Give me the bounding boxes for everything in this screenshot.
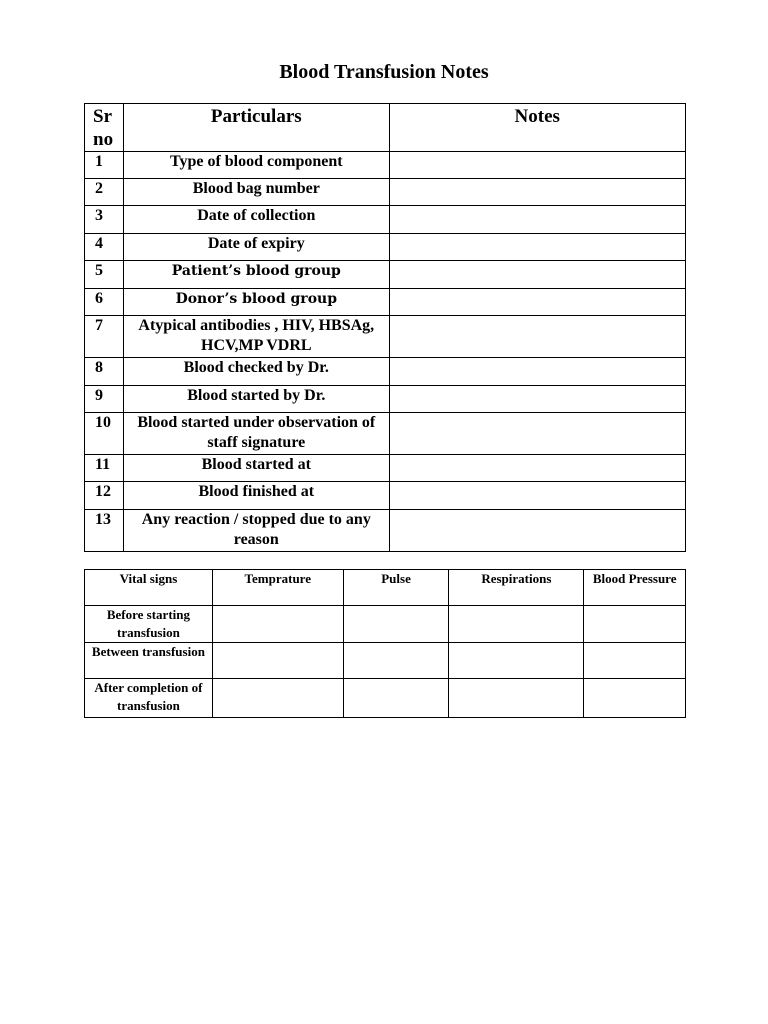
row-particular: Blood started at <box>124 455 389 482</box>
table-row <box>85 179 686 206</box>
vitals-cell-blood-pressure[interactable] <box>584 643 686 679</box>
table-row <box>85 413 686 455</box>
table-row <box>85 316 686 358</box>
row-sr: 9 <box>85 386 124 413</box>
row-sr: 13 <box>85 510 124 552</box>
row-particular: Donor’s blood group <box>124 289 389 316</box>
vitals-row <box>85 679 686 718</box>
row-sr: 3 <box>85 206 124 234</box>
header-particulars: Particulars <box>124 104 389 152</box>
vitals-cell-respirations[interactable] <box>449 606 584 643</box>
page-title: Blood Transfusion Notes <box>279 61 489 83</box>
vitals-row <box>85 606 686 643</box>
row-notes-cell[interactable] <box>389 413 686 455</box>
row-notes-cell[interactable] <box>389 358 686 386</box>
header-temprature: Temprature <box>212 570 343 606</box>
row-particular: Blood finished at <box>124 482 389 510</box>
header-sr-no: Sr no <box>85 104 124 152</box>
transfusion-notes-table <box>84 103 686 552</box>
row-sr: 4 <box>85 234 124 261</box>
row-particular: Type of blood component <box>124 152 389 179</box>
row-notes-cell[interactable] <box>389 234 686 261</box>
row-notes-cell[interactable] <box>389 510 686 552</box>
table-header-row <box>85 104 686 152</box>
table-row <box>85 386 686 413</box>
row-notes-cell[interactable] <box>389 179 686 206</box>
vitals-row-label: After completion of transfusion <box>85 679 213 718</box>
row-particular: Any reaction / stopped due to any reason <box>124 510 389 552</box>
row-notes-cell[interactable] <box>389 152 686 179</box>
row-sr: 7 <box>85 316 124 358</box>
vitals-cell-pulse[interactable] <box>343 643 449 679</box>
table-row <box>85 261 686 289</box>
row-sr: 12 <box>85 482 124 510</box>
table-row <box>85 510 686 552</box>
row-notes-cell[interactable] <box>389 289 686 316</box>
row-particular: Blood checked by Dr. <box>124 358 389 386</box>
row-particular: Date of expiry <box>124 234 389 261</box>
header-respirations: Respirations <box>449 570 584 606</box>
table-row <box>85 152 686 179</box>
row-sr: 5 <box>85 261 124 289</box>
vitals-cell-pulse[interactable] <box>343 679 449 718</box>
vitals-cell-blood-pressure[interactable] <box>584 606 686 643</box>
header-pulse: Pulse <box>343 570 449 606</box>
vital-signs-table <box>84 569 686 718</box>
table-row <box>85 289 686 316</box>
row-particular: Date of collection <box>124 206 389 234</box>
row-particular: Blood started by Dr. <box>124 386 389 413</box>
vitals-cell-temprature[interactable] <box>212 606 343 643</box>
row-sr: 2 <box>85 179 124 206</box>
row-sr: 8 <box>85 358 124 386</box>
vitals-header-row <box>85 570 686 606</box>
row-sr: 1 <box>85 152 124 179</box>
vitals-cell-temprature[interactable] <box>212 679 343 718</box>
vitals-row-label: Before starting transfusion <box>85 606 213 643</box>
row-particular: Patient’s blood group <box>124 261 389 289</box>
row-notes-cell[interactable] <box>389 455 686 482</box>
vitals-cell-temprature[interactable] <box>212 643 343 679</box>
header-vital-signs: Vital signs <box>85 570 213 606</box>
table-row <box>85 482 686 510</box>
header-blood-pressure: Blood Pressure <box>584 570 686 606</box>
row-sr: 6 <box>85 289 124 316</box>
table-row <box>85 206 686 234</box>
table-row <box>85 234 686 261</box>
vitals-cell-respirations[interactable] <box>449 643 584 679</box>
row-sr: 11 <box>85 455 124 482</box>
row-particular: Blood bag number <box>124 179 389 206</box>
table-row <box>85 358 686 386</box>
header-notes: Notes <box>389 104 686 152</box>
row-notes-cell[interactable] <box>389 482 686 510</box>
row-particular: Atypical antibodies , HIV, HBSAg, HCV,MP VDRL <box>124 316 389 358</box>
vitals-cell-pulse[interactable] <box>343 606 449 643</box>
vitals-cell-respirations[interactable] <box>449 679 584 718</box>
row-sr: 10 <box>85 413 124 455</box>
row-notes-cell[interactable] <box>389 261 686 289</box>
row-notes-cell[interactable] <box>389 316 686 358</box>
vitals-row <box>85 643 686 679</box>
row-particular: Blood started under observation of staff signature <box>124 413 389 455</box>
row-notes-cell[interactable] <box>389 386 686 413</box>
row-notes-cell[interactable] <box>389 206 686 234</box>
vitals-cell-blood-pressure[interactable] <box>584 679 686 718</box>
vitals-row-label: Between transfusion <box>85 643 213 679</box>
table-row <box>85 455 686 482</box>
